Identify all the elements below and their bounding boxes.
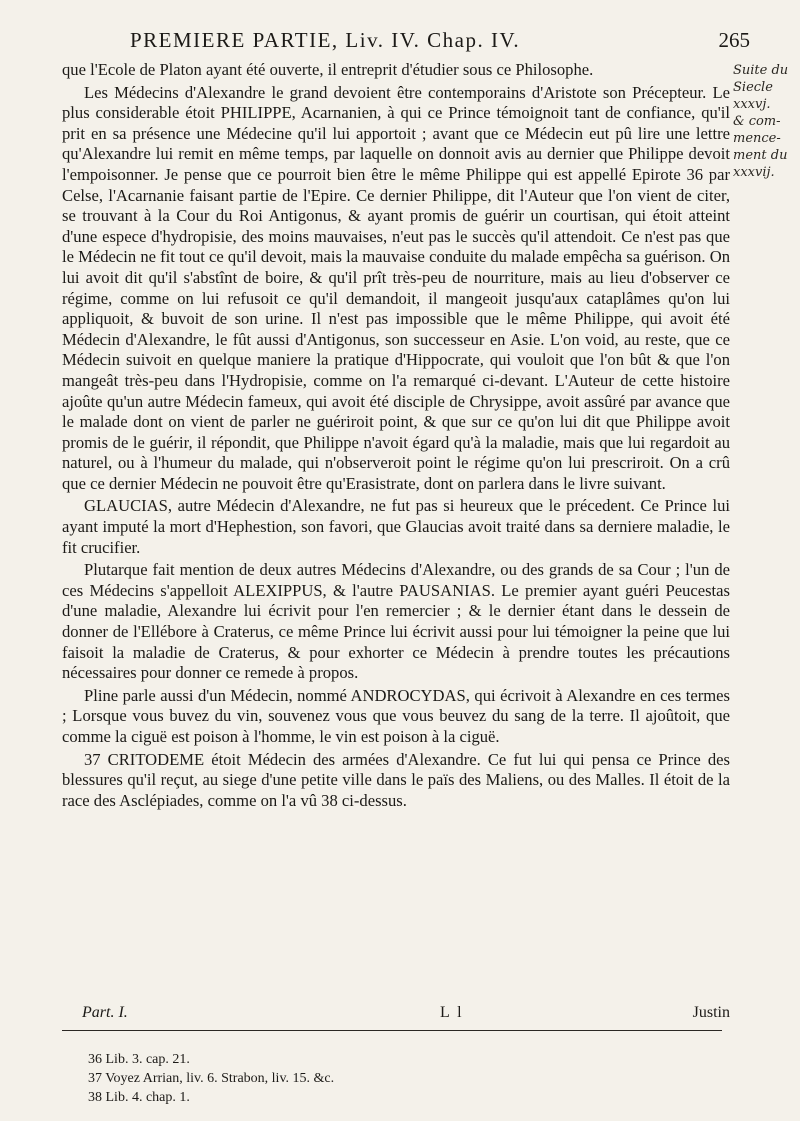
margin-note-line: Suite du: [733, 63, 789, 78]
margin-note-line: & com-: [733, 114, 781, 129]
paragraph: Pline parle aussi d'un Médecin, nommé ANDROCYDAS, qui écrivoit à Alexandre en ces termes ; Lorsque vous buvez du vin, souvenez vous que vous beuvez du sang de la terre. Il ajoûtoit, que comme la ciguë est poison à l'homme, le vin est poison à la ciguë.: [62, 685, 730, 746]
margin-note-line: xxxvij.: [733, 165, 775, 180]
footnote: 36 Lib. 3. cap. 21.: [88, 1052, 190, 1067]
page-footer: [62, 1004, 730, 1026]
part-label: Part. I.: [82, 1004, 128, 1021]
running-head: [60, 28, 750, 58]
footnote: 37 Voyez Arrian, liv. 6. Strabon, liv. 15. &c.: [88, 1071, 335, 1086]
margin-note-line: Siecle: [733, 80, 773, 95]
footnote: 38 Lib. 4. chap. 1.: [88, 1090, 190, 1105]
footer-divider: [62, 1030, 722, 1031]
catchword: Justin: [692, 1004, 730, 1021]
paragraph: Plutarque fait mention de deux autres Médecins d'Alexandre, ou des grands de sa Cour ; l'un de ces Médecins s'appelloit ALEXIPPUS, & l'autre PAUSANIAS. Le premier ayant guéri Peucestas d'une maladie, Alexandre lui écrivit pour l'en remercier ; & le dernier étant dans le dessein de donner de l'Ellébore à Craterus, ce même Prince lui écrivit aussi pour lui témoigner la peine que lui faisoit la maladie de Craterus, & pour exhorter ce Médecin à prendre toutes les précautions nécessaires pour donner ce remede à propos.: [62, 560, 730, 683]
paragraph: que l'Ecole de Platon ayant été ouverte, il entreprit d'étudier sous ce Philosophe.: [62, 60, 594, 79]
margin-note-line: ment du: [733, 148, 788, 163]
margin-note-line: mence-: [733, 131, 781, 146]
paragraph: Les Médecins d'Alexandre le grand devoient être contemporains d'Aristote son Précepteur. Le plus considerable étoit PHILIPPE, Acarnanien, à qui ce Prince témoignoit tant de confiance, qu'il prit en sa présence une Médecine qu'il lui apportoit ; avant que ce Médecin eut pû lire une lettre qu'Alexandre lui remit en même temps, par laquelle on donnoit avis au dernier que Philippe devoit l'empoisonner. Je pense que ce pourroit bien être le même Philippe qui est appellé Epirote 36 par Celse, l'Acarnanie faisant partie de l'Epire. Ce dernier Philippe, dit l'Auteur que l'on vient de citer, se trouvant à la Cour du Roi Antigonus, & ayant promis de guérir un courtisan, qui étoit atteint d'une espece d'hydropisie, des moins mauvaises, n'eut pas le succès qu'il attendoit. Ce n'est pas que le Médecin ne fit tout ce qu'il devoit, mais la mauvaise conduite du malade empêcha sa guérison. On lui avoit dit qu'il s'abstînt de boire, & qu'il prît très-peu de nourriture, mais au lieu d'observer ce régime, comme on lui refusoit ce qu'il demandoit, il mangeoit jusqu'aux cataplâmes qu'on lui appliquoit, & buvoit de son urine. Il n'est pas impossible que le même Philippe, qui avoit été Médecin d'Alexandre, le fût aussi d'Antigonus, son successeur en Asie. L'on void, au reste, que ce Médecin suivoit en quelque maniere la pratique d'Hippocrate, qui vouloit que l'on bût & que l'on mangeât très-peu dans l'Hydropisie, comme on l'a remarqué ci-devant. L'Auteur de cette histoire ajoûte qu'un autre Médecin fameux, qui avoit été disciple de Chrysippe, avoit assûré par avance que le malade dont on vient de parler ne guériroit point, & que sur ce qu'on lui dit que Philippe avoit promis de le guérir, il répondit, que Philippe n'avoit égard qu'à la maladie, mais que lui regardoit au naturel, ou à l'humeur du malade, qui n'observeroit point le régime qu'on lui prescriroit. On a crû que ce dernier Médecin ne pouvoit être qu'Erasistrate, dont on parlera dans le livre suivant.: [62, 82, 730, 493]
footnotes: [88, 1050, 688, 1107]
paragraph: GLAUCIAS, autre Médecin d'Alexandre, ne fut pas si heureux que le précedent. Ce Prince lui ayant imputé la mort d'Hephestion, son favori, que Glaucias avoit traité dans sa derniere maladie, le fit crucifier.: [62, 496, 730, 557]
page-number: 265: [718, 28, 750, 52]
paragraph: 37 CRITODEME étoit Médecin des armées d'Alexandre. Ce fut lui qui pensa ce Prince des blessures qu'il reçut, au siege d'une petite ville dans le païs des Maliens, ou des Malles. Il étoit de la race des Asclépiades, comme on l'a vû 38 ci-dessus.: [62, 749, 730, 810]
signature-mark: L l: [440, 1004, 464, 1021]
margin-note: [733, 62, 795, 181]
margin-note-line: xxxvj.: [733, 97, 771, 112]
running-title: PREMIERE PARTIE, Liv. IV. Chap. IV.: [130, 28, 521, 52]
body-text: [62, 60, 730, 813]
